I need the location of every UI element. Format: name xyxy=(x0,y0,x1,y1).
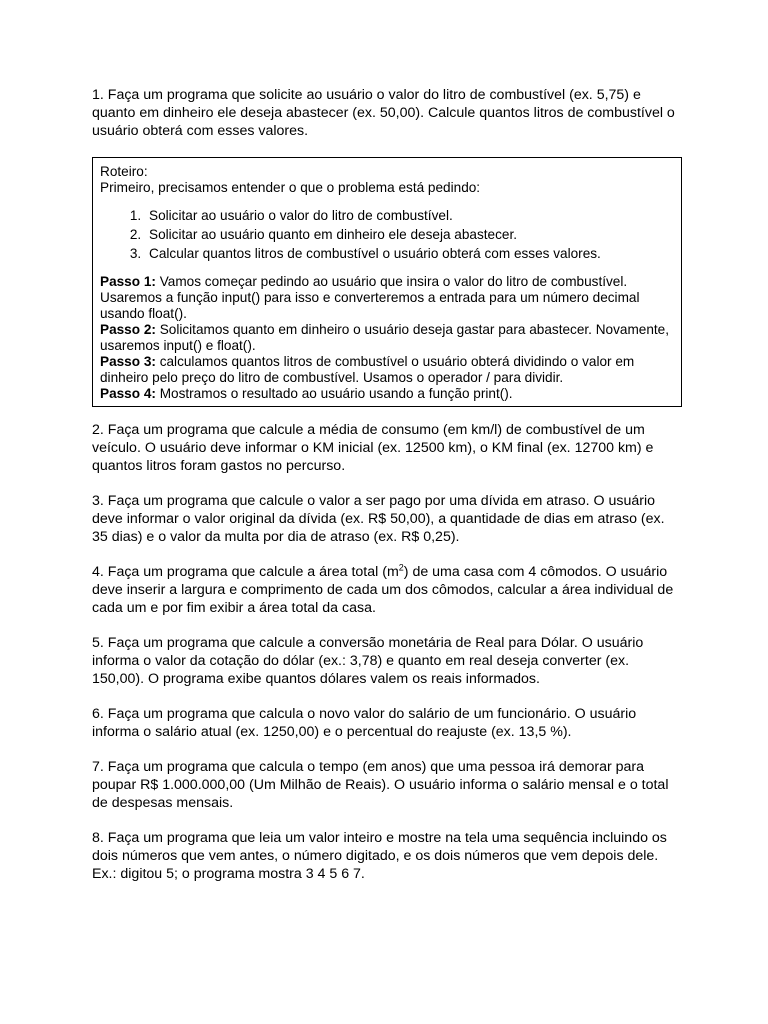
passo-4 xyxy=(100,386,674,402)
passo-1 xyxy=(100,274,674,322)
exercise-2: 2. Faça um programa que calcule a média de consumo (em km/l) de combustível de um veículo. O usuário deve informar o KM inicial (ex. 12500 km), o KM final (ex. 12700 km) e quantos litros foram gastos no percurso. xyxy=(92,422,654,474)
document-page xyxy=(92,86,682,900)
passo-label: Passo 2: xyxy=(100,322,156,337)
exercise-6: 6. Faça um programa que calcula o novo valor do salário de um funcionário. O usuário informa o salário atual (ex. 1250,00) e o percentual do reajuste (ex. 13,5 %). xyxy=(92,706,637,740)
passo-3 xyxy=(100,354,674,386)
roteiro-intro: Primeiro, precisamos entender o que o problema está pedindo: xyxy=(100,180,481,195)
roteiro-heading: Roteiro: xyxy=(100,164,148,179)
passo-label: Passo 3: xyxy=(100,354,156,369)
superscript-2: 2 xyxy=(398,562,404,573)
passo-label: Passo 4: xyxy=(100,386,156,401)
exercise-5: 5. Faça um programa que calcule a conversão monetária de Real para Dólar. O usuário informa o valor da cotação do dólar (ex.: 3,78) e quanto em real deseja converter (ex. 150,00). O programa exibe quantos dólares valem os reais informados. xyxy=(92,635,644,687)
passo-text: calculamos quantos litros de combustível o usuário obterá dividindo o valor em dinheiro pelo preço do litro de combustível. Usamos o operador / para dividir. xyxy=(100,354,635,385)
passo-text: Vamos começar pedindo ao usuário que insira o valor do litro de combustível. Usaremos a função input() para isso e converteremos a entrada para um número decimal usando float(). xyxy=(100,274,640,321)
exercise-8: 8. Faça um programa que leia um valor inteiro e mostre na tela uma sequência incluindo os dois números que vem antes, o número digitado, e os dois números que vem depois dele. Ex.: digitou 5; o programa mostra 3 4 5 6 7. xyxy=(92,830,667,882)
exercise-1: 1. Faça um programa que solicite ao usuário o valor do litro de combustível (ex. 5,75) e quanto em dinheiro ele deseja abastecer (ex. 50,00). Calcule quantos litros de combustível o usuário obterá com esses valores. xyxy=(92,87,675,139)
roteiro-step: 1. Solicitar ao usuário o valor do litro de combustível. xyxy=(145,208,674,224)
passo-label: Passo 1: xyxy=(100,274,156,289)
exercise-4-text-after: ) de uma casa com 4 cômodos. O usuário deve inserir a largura e comprimento de cada um dos cômodos, calcular a área individual de cada um e por fim exibir a área total da casa. xyxy=(92,564,674,616)
passo-text: Mostramos o resultado ao usuário usando a função print(). xyxy=(155,386,513,401)
exercise-3: 3. Faça um programa que calcule o valor a ser pago por uma dívida em atraso. O usuário deve informar o valor original da dívida (ex. R$ 50,00), a quantidade de dias em atraso (ex. 35 dias) e o valor da multa por dia de atraso (ex. R$ 0,25). xyxy=(92,493,665,545)
roteiro-step: 2. Solicitar ao usuário quanto em dinheiro ele deseja abastecer. xyxy=(145,227,674,243)
roteiro-box xyxy=(92,157,682,407)
passo-text: Solicitamos quanto em dinheiro o usuário deseja gastar para abastecer. Novamente, usaremos input() e float(). xyxy=(100,322,670,353)
exercise-4 xyxy=(92,563,682,617)
roteiro-steps-list xyxy=(100,208,674,262)
exercise-4-text-before: 4. Faça um programa que calcule a área total (m xyxy=(92,564,399,580)
roteiro-step: 3. Calcular quantos litros de combustível o usuário obterá com esses valores. xyxy=(145,246,674,262)
exercise-7: 7. Faça um programa que calcula o tempo (em anos) que uma pessoa irá demorar para poupar R$ 1.000.000,00 (Um Milhão de Reais). O usuário informa o salário mensal e o total de despesas mensais. xyxy=(92,759,669,811)
passo-2 xyxy=(100,322,674,354)
